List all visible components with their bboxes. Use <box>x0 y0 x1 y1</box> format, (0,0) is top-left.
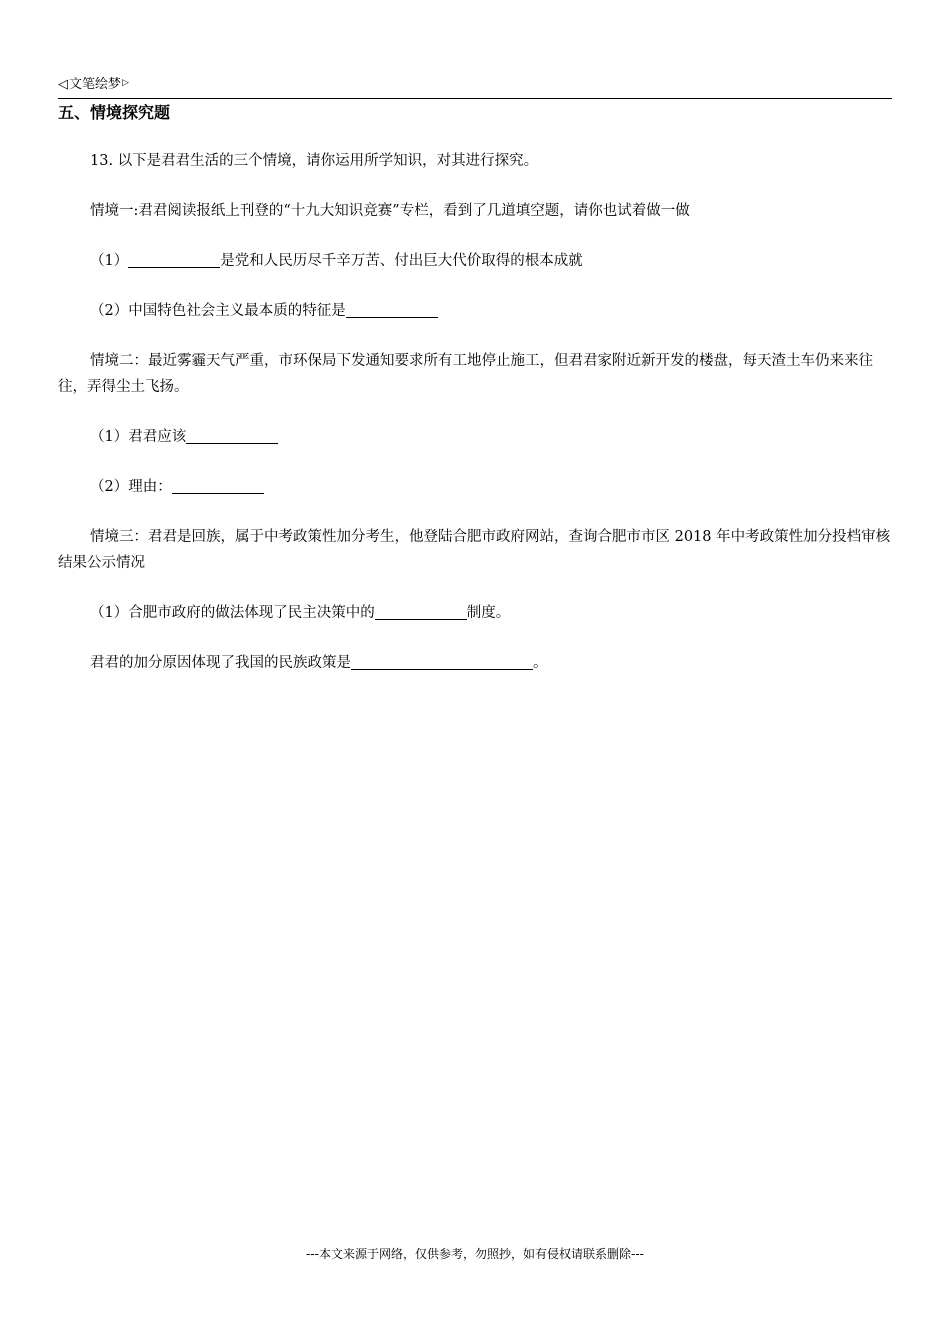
left-triangle-icon: ◁ <box>58 77 68 92</box>
brand-name: 文笔绘梦 <box>69 77 122 92</box>
scenario-1-text: 情境一:君君阅读报纸上刊登的“十九大知识竞赛”专栏，看到了几道填空题，请你也试着做一做 <box>90 203 690 219</box>
answer-blank <box>172 475 264 494</box>
q1-text: （1）合肥市政府的做法体现了民主决策中的 <box>90 605 375 621</box>
scenario-2-text: 情境二：最近雾霾天气严重，市环保局下发通知要求所有工地停止施工，但君君家附近新开发的楼盘，每天渣土车仍来来往往，弄得尘土飞扬。 <box>58 353 873 395</box>
answer-blank <box>351 651 533 670</box>
question-intro: 13. 以下是君君生活的三个情境，请你运用所学知识，对其进行探究。 <box>90 153 539 169</box>
footer-disclaimer: ---本文来源于网络，仅供参考，勿照抄，如有侵权请联系删除--- <box>306 1247 644 1261</box>
scenario-3-text: 情境三：君君是回族，属于中考政策性加分考生，他登陆合肥市政府网站，查询合肥市市区 2018 年中考政策性加分投档审核结果公示情况 <box>58 529 891 571</box>
answer-blank <box>186 425 278 444</box>
answer-blank <box>375 601 467 620</box>
question-body <box>58 148 892 700</box>
q1-text: 是党和人民历尽千辛万苦、付出巨大代价取得的根本成就 <box>220 253 583 269</box>
q1-suffix: 制度。 <box>466 605 511 621</box>
q2-text: 君君的加分原因体现了我国的民族政策是 <box>90 655 351 671</box>
scenario-2-question-2 <box>58 474 892 500</box>
q2-suffix: 。 <box>533 655 548 671</box>
page-header <box>58 76 892 99</box>
scenario-2-question-1 <box>58 424 892 450</box>
scenario-3-question-1 <box>58 600 892 626</box>
answer-blank <box>346 299 438 318</box>
answer-blank <box>128 249 220 268</box>
section-title: 五、情境探究题 <box>58 103 171 122</box>
q1-label: （1） <box>90 253 129 269</box>
scenario-1-question-1 <box>58 248 892 274</box>
scenario-3-question-2 <box>58 650 892 676</box>
right-triangle-icon: ▷ <box>122 78 129 88</box>
q2-text: （2）理由： <box>90 479 172 495</box>
q1-text: （1）君君应该 <box>90 429 187 445</box>
header-logo <box>58 76 129 94</box>
scenario-1-question-2 <box>58 298 892 324</box>
q2-text: （2）中国特色社会主义最本质的特征是 <box>90 303 346 319</box>
